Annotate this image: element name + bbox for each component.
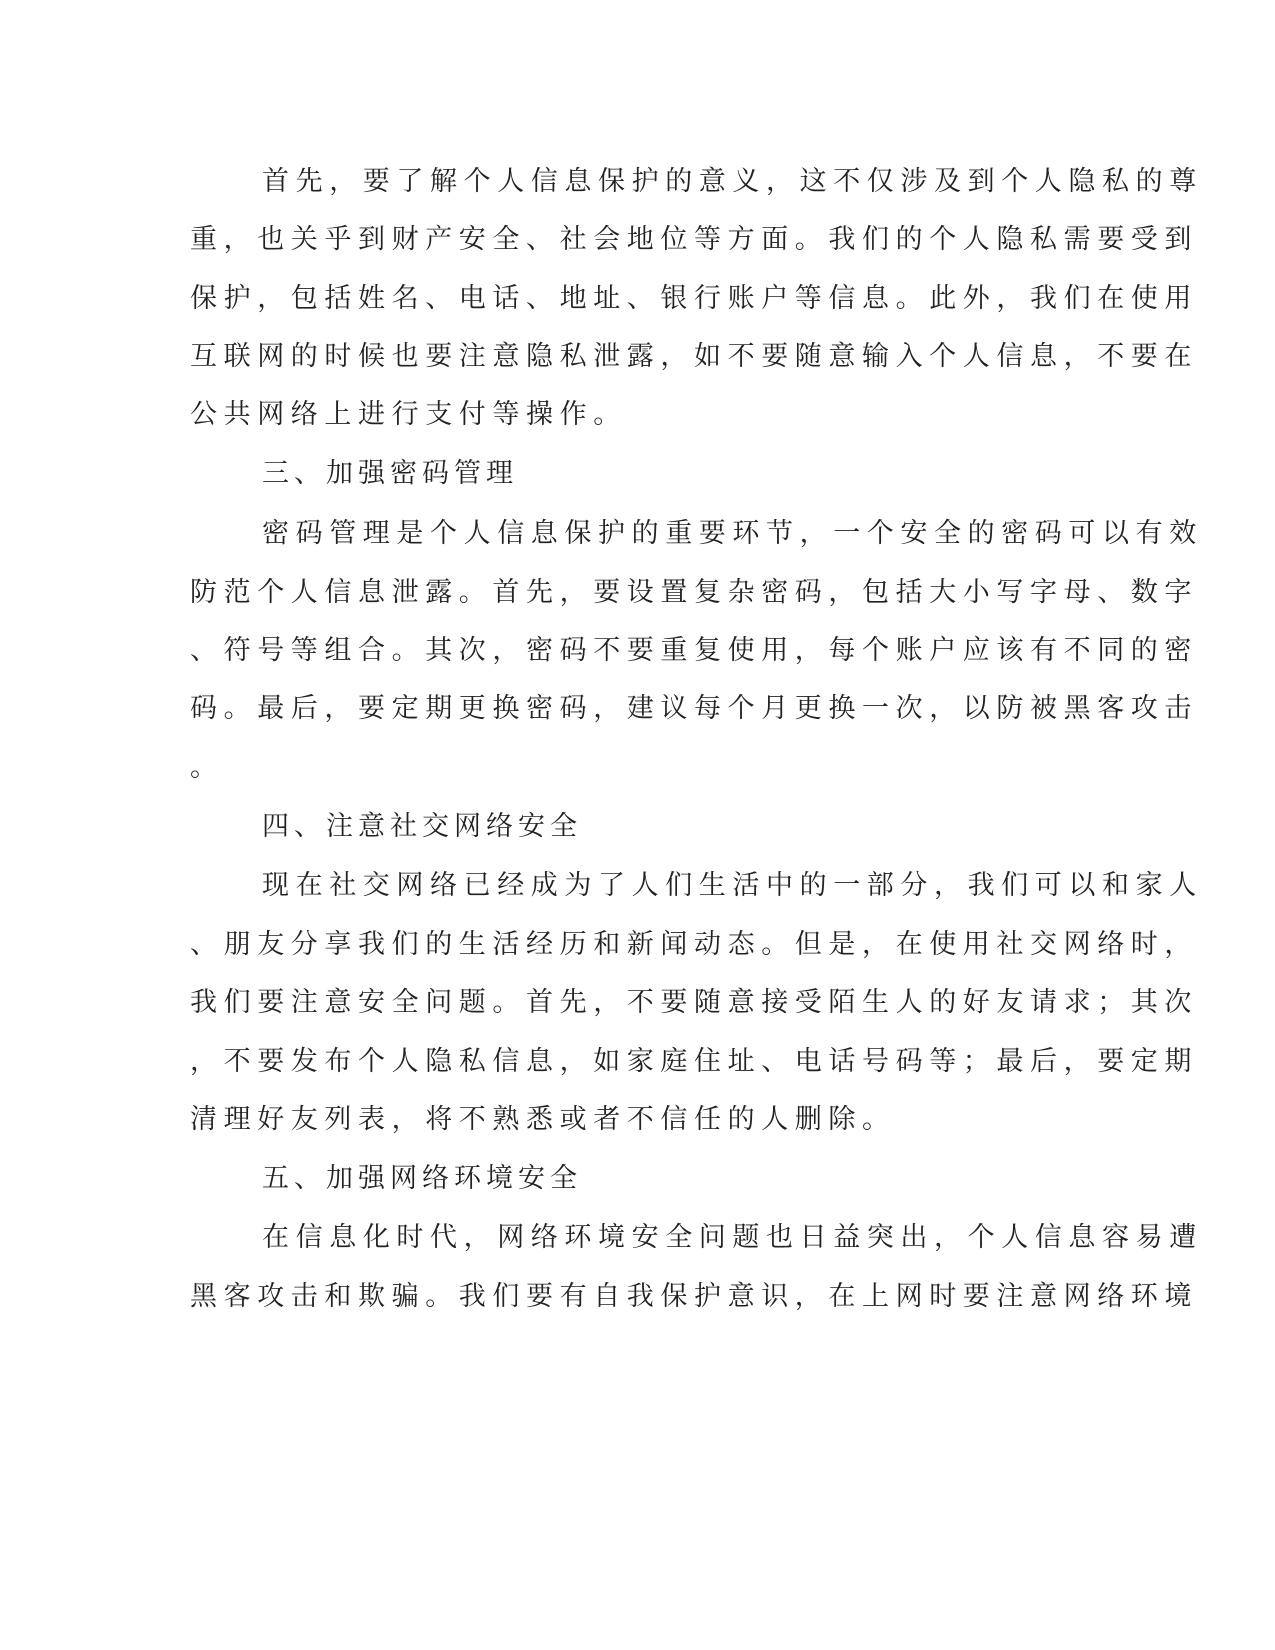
paragraph-social-line-1: 现在社交网络已经成为了人们生活中的一部分，我们可以和家人: [262, 870, 1203, 901]
paragraph-privacy-line-2: 重，也关乎到财产安全、社会地位等方面。我们的个人隐私需要受到: [190, 224, 1198, 255]
paragraph-password-line-1: 密码管理是个人信息保护的重要环节，一个安全的密码可以有效: [262, 518, 1203, 549]
paragraph-privacy-line-4: 互联网的时候也要注意隐私泄露，如不要随意输入个人信息，不要在: [190, 341, 1198, 372]
paragraph-social-line-5: 清理好友列表，将不熟悉或者不信任的人删除。: [190, 1104, 896, 1135]
paragraph-social-line-2: 、朋友分享我们的生活经历和新闻动态。但是，在使用社交网络时，: [190, 929, 1198, 960]
paragraph-social-line-4: ，不要发布个人隐私信息，如家庭住址、电话号码等；最后，要定期: [190, 1046, 1198, 1077]
paragraph-password-line-3: 、符号等组合。其次，密码不要重复使用，每个账户应该有不同的密: [190, 635, 1198, 666]
paragraph-privacy-line-1: 首先，要了解个人信息保护的意义，这不仅涉及到个人隐私的尊: [262, 166, 1203, 197]
paragraph-social-line-3: 我们要注意安全问题。首先，不要随意接受陌生人的好友请求；其次: [190, 987, 1198, 1018]
heading-social-network-security: 四、注意社交网络安全: [262, 811, 582, 842]
paragraph-password-line-5: 。: [190, 752, 224, 783]
paragraph-environment-line-1: 在信息化时代，网络环境安全问题也日益突出，个人信息容易遭: [262, 1222, 1203, 1253]
heading-password-management: 三、加强密码管理: [262, 458, 518, 489]
paragraph-privacy-line-5: 公共网络上进行支付等操作。: [190, 399, 627, 430]
paragraph-password-line-2: 防范个人信息泄露。首先，要设置复杂密码，包括大小写字母、数字: [190, 577, 1198, 608]
heading-network-environment-security: 五、加强网络环境安全: [262, 1163, 582, 1194]
paragraph-privacy-line-3: 保护，包括姓名、电话、地址、银行账户等信息。此外，我们在使用: [190, 283, 1198, 314]
paragraph-password-line-4: 码。最后，要定期更换密码，建议每个月更换一次，以防被黑客攻击: [190, 693, 1198, 724]
paragraph-environment-line-2: 黑客攻击和欺骗。我们要有自我保护意识，在上网时要注意网络环境: [190, 1281, 1198, 1312]
